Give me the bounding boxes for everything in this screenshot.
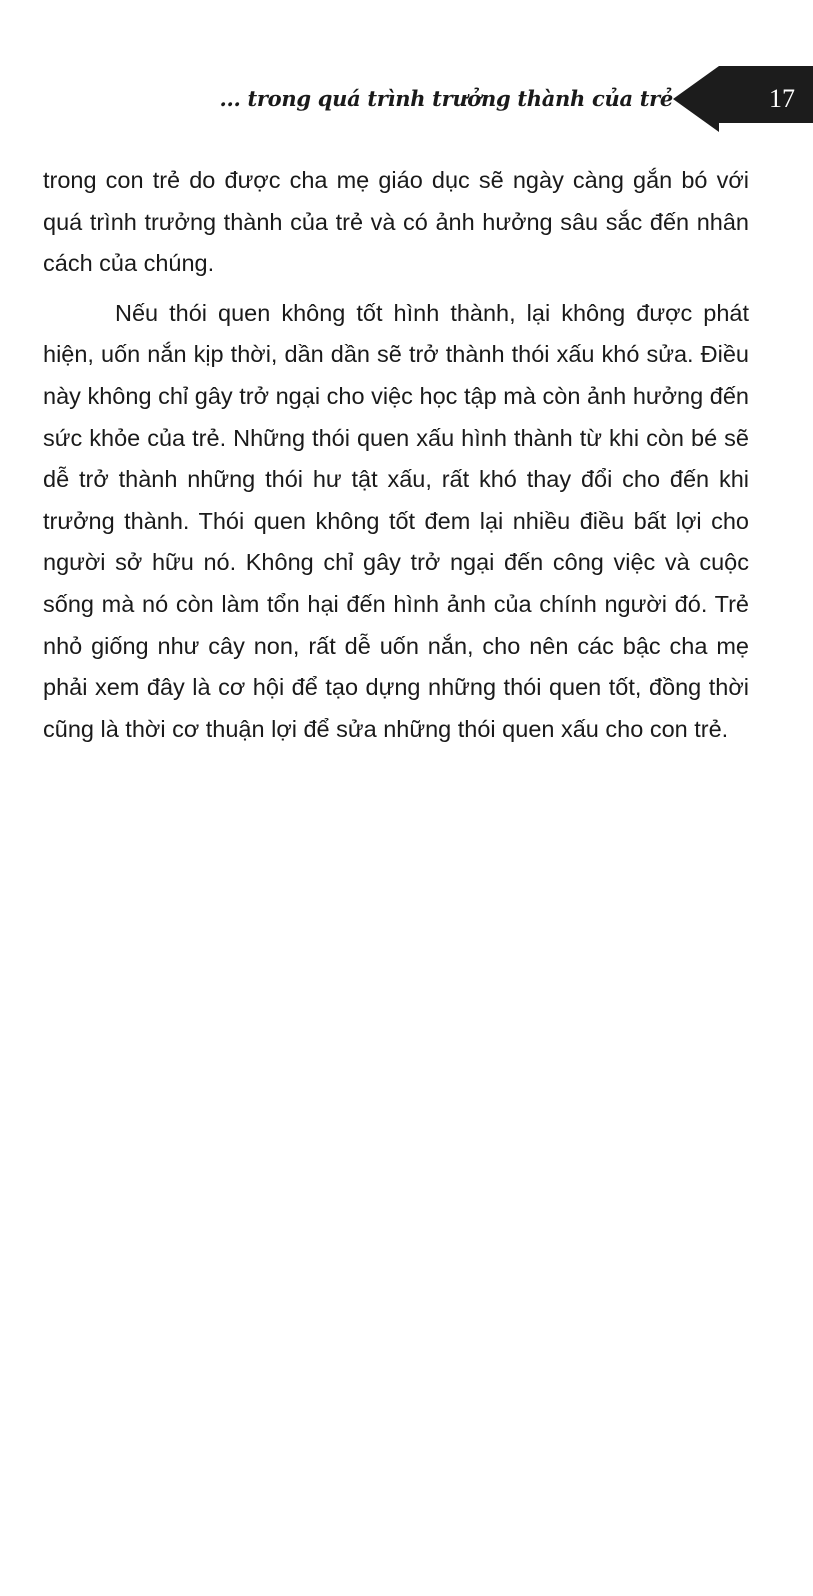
paragraph-bad-habits: Nếu thói quen không tốt hình thành, lại không được phát hiện, uốn nắn kịp thời, dần dần sẽ trở thành thói xấu khó sửa. Điều này không chỉ gây trở ngại cho việc học tập mà còn ảnh hưởng đến sức khỏe của trẻ. Những thói quen xấu hình thành từ khi còn bé sẽ dễ trở thành những thói hư tật xấu, rất khó thay đổi cho đến khi trưởng thành. Thói quen không tốt đem lại nhiều điều bất lợi cho người sở hữu nó. Không chỉ gây trở ngại đến công việc và cuộc sống mà nó còn làm tổn hại đến hình ảnh của chính người đó. Trẻ nhỏ giống như cây non, rất dễ uốn nắn, cho nên các bậc cha mẹ phải xem đây là cơ hội để tạo dựng những thói quen tốt, đồng thời cũng là thời cơ thuận lợi để sửa những thói quen xấu cho con trẻ. — [43, 299, 749, 742]
running-header — [0, 66, 813, 136]
running-title: ... trong quá trình trưởng thành của trẻ — [219, 86, 673, 111]
page-number-tab — [673, 66, 813, 132]
paragraph-continuation: trong con trẻ do được cha mẹ giáo dục sẽ ngày càng gắn bó với quá trình trưởng thành của trẻ và có ảnh hưởng sâu sắc đến nhân cách của chúng. — [43, 167, 749, 277]
page-number: 17 — [769, 84, 795, 113]
body-text — [43, 160, 749, 750]
